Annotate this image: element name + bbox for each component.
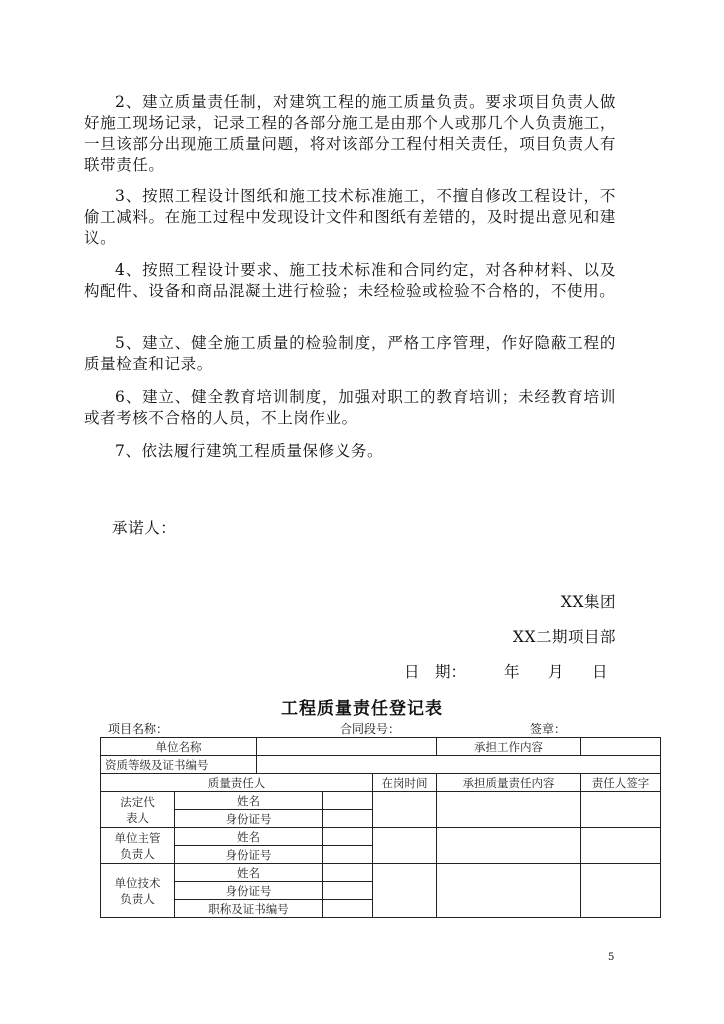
seal-label: 签章： bbox=[530, 722, 567, 736]
paragraph-training-system: 6、建立、健全教育培训制度，加强对职工的教育培训；未经教育培训或者考核不合格的人员，不上岗作业。 bbox=[84, 388, 616, 427]
id-value[interactable] bbox=[323, 846, 373, 864]
signature-value[interactable] bbox=[581, 864, 661, 918]
project-name-label: 项目名称： bbox=[108, 722, 169, 736]
signature-header: 责任人签字 bbox=[581, 774, 661, 792]
legal-representative-label bbox=[101, 792, 175, 828]
qualification-label: 资质等级及证书编号 bbox=[101, 756, 257, 774]
unit-name-label: 单位名称 bbox=[101, 738, 257, 756]
name-label: 姓名 bbox=[175, 864, 323, 882]
date-year: 年 bbox=[504, 663, 520, 681]
paragraph-warranty-obligation: 7、依法履行建筑工程质量保修义务。 bbox=[115, 442, 384, 460]
legal-rep-line1: 法定代 bbox=[120, 794, 155, 809]
qualification-value[interactable] bbox=[257, 756, 661, 774]
on-duty-time-value[interactable] bbox=[373, 864, 437, 918]
name-label: 姓名 bbox=[175, 792, 323, 810]
table-row bbox=[101, 792, 661, 810]
signature-value[interactable] bbox=[581, 792, 661, 828]
undertake-content-label: 承担工作内容 bbox=[437, 738, 581, 756]
unit-head-label bbox=[101, 828, 175, 864]
title-cert-value[interactable] bbox=[323, 900, 373, 918]
contract-number-label: 合同段号： bbox=[340, 722, 401, 736]
unit-name-value[interactable] bbox=[257, 738, 437, 756]
date-month: 月 bbox=[548, 663, 564, 681]
title-cert-label: 职称及证书编号 bbox=[175, 900, 323, 918]
table-row bbox=[101, 864, 661, 882]
department-name: XX二期项目部 bbox=[512, 628, 616, 646]
table-row bbox=[101, 828, 661, 846]
promiser-label: 承诺人： bbox=[112, 519, 177, 537]
quality-content-value[interactable] bbox=[437, 792, 581, 828]
id-value[interactable] bbox=[323, 810, 373, 828]
table-row bbox=[101, 738, 661, 756]
responsible-person-header: 质量责任人 bbox=[101, 774, 373, 792]
company-name: XX集团 bbox=[560, 593, 616, 611]
date-label: 日 期： bbox=[404, 663, 467, 681]
id-label: 身份证号 bbox=[175, 846, 323, 864]
quality-content-value[interactable] bbox=[437, 828, 581, 864]
date-day: 日 bbox=[592, 663, 608, 681]
legal-rep-line2: 表人 bbox=[126, 810, 149, 825]
id-label: 身份证号 bbox=[175, 810, 323, 828]
name-value[interactable] bbox=[323, 828, 373, 846]
paragraph-inspection-system: 5、建立、健全施工质量的检验制度，严格工序管理，作好隐蔽工程的质量检查和记录。 bbox=[84, 334, 616, 373]
quality-content-header: 承担质量责任内容 bbox=[437, 774, 581, 792]
table-row bbox=[101, 774, 661, 792]
name-label: 姓名 bbox=[175, 828, 323, 846]
paragraph-material-inspection: 4、按照工程设计要求、施工技术标准和合同约定，对各种材料、以及构配件、设备和商品混凝土进行检验；未经检验或检验不合格的，不使用。 bbox=[84, 261, 616, 300]
page-number: 5 bbox=[608, 952, 615, 963]
on-duty-time-value[interactable] bbox=[373, 828, 437, 864]
form-title: 工程质量责任登记表 bbox=[281, 699, 443, 719]
quality-registration-table bbox=[100, 737, 661, 918]
table-row bbox=[101, 756, 661, 774]
paragraph-quality-responsibility: 2、建立质量责任制，对建筑工程的施工质量负责。要求项目负责人做好施工现场记录，记录工程的各部分施工是由那个人或那几个人负责施工，一旦该部分出现施工质量问题，将对该部分工程付相关责任，项目负责人有联带责任。 bbox=[84, 93, 616, 174]
unit-head-line1: 单位主管 bbox=[114, 830, 161, 845]
name-value[interactable] bbox=[323, 864, 373, 882]
unit-head-line2: 负责人 bbox=[120, 846, 155, 861]
on-duty-time-header: 在岗时间 bbox=[373, 774, 437, 792]
name-value[interactable] bbox=[323, 792, 373, 810]
undertake-content-value[interactable] bbox=[581, 738, 661, 756]
tech-head-line1: 单位技术 bbox=[114, 875, 161, 890]
on-duty-time-value[interactable] bbox=[373, 792, 437, 828]
tech-head-label bbox=[101, 864, 175, 918]
quality-content-value[interactable] bbox=[437, 864, 581, 918]
id-value[interactable] bbox=[323, 882, 373, 900]
tech-head-line2: 负责人 bbox=[120, 891, 155, 906]
paragraph-design-compliance: 3、按照工程设计图纸和施工技术标准施工，不擅自修改工程设计，不偷工减料。在施工过程中发现设计文件和图纸有差错的，及时提出意见和建议。 bbox=[84, 187, 616, 247]
id-label: 身份证号 bbox=[175, 882, 323, 900]
signature-value[interactable] bbox=[581, 828, 661, 864]
